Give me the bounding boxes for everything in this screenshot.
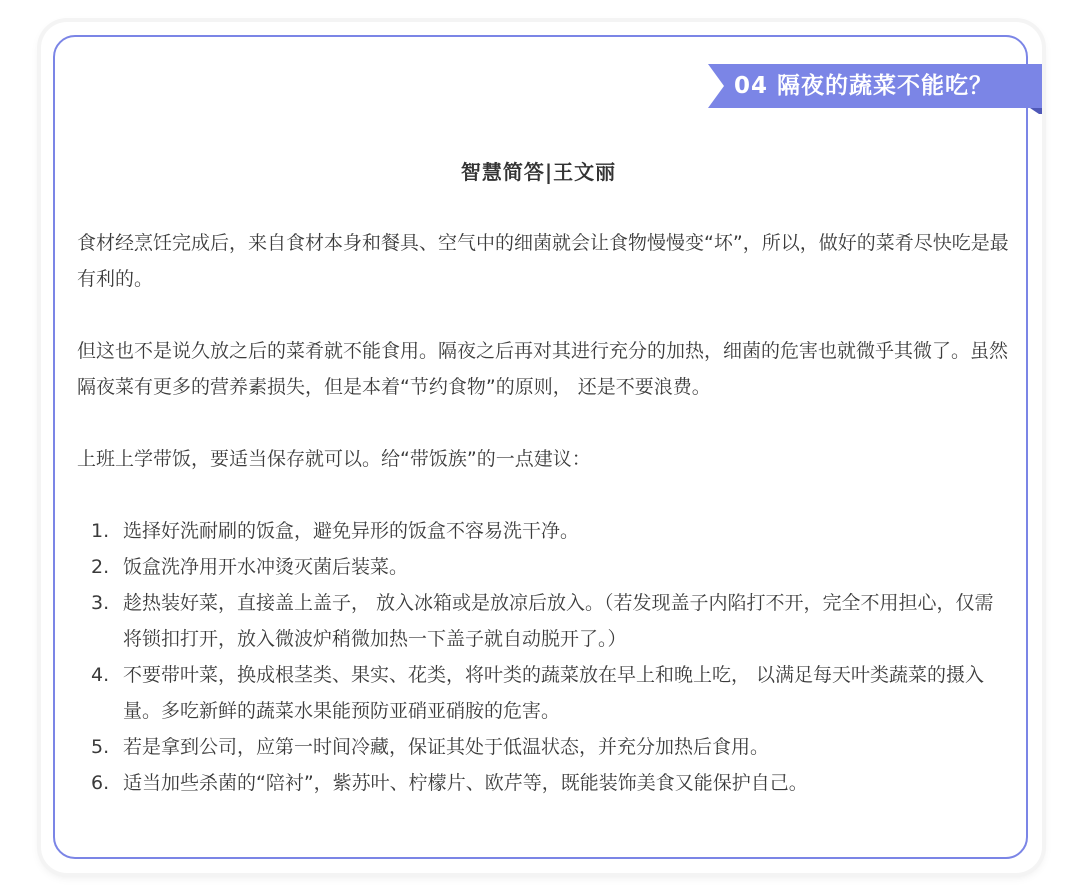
section-heading: 04 隔夜的蔬菜不能吃？ [734, 73, 994, 99]
list-number: 6. [91, 772, 110, 794]
list-number: 5. [91, 736, 110, 758]
list-number: 1. [91, 520, 110, 542]
list-item-text: 不要带叶菜，换成根茎类、果实、花类，将叶类的蔬菜放在早上和晚上吃， 以满足每天叶类蔬菜的摄入量。多吃新鲜的蔬菜水果能预防亚硝亚硝胺的危害。 [123, 664, 985, 722]
paragraph-gap [77, 297, 1009, 333]
list-item [77, 729, 1009, 765]
section-ribbon [708, 64, 1042, 114]
list-item [77, 657, 1009, 729]
tips-list [77, 513, 1009, 801]
list-number: 3. [91, 592, 110, 614]
paragraph-gap [77, 405, 1009, 441]
list-item-text: 趁热装好菜，直接盖上盖子， 放入冰箱或是放凉后放入。（若发现盖子内陷打不开，完全不用担心，仅需将锁扣打开，放入微波炉稍微加热一下盖子就自动脱开了。） [123, 592, 994, 650]
paragraph: 上班上学带饭，要适当保存就可以。给“带饭族”的一点建议： [77, 448, 591, 470]
list-item-text: 适当加些杀菌的“陪衬”，紫苏叶、柠檬片、欧芹等，既能装饰美食又能保护自己。 [123, 772, 808, 794]
list-item [77, 513, 1009, 549]
list-number: 2. [91, 556, 110, 578]
list-item [77, 765, 1009, 801]
article-body [77, 225, 1009, 801]
list-item [77, 549, 1009, 585]
article-byline: 智慧简答|王文丽 [460, 160, 617, 184]
paragraph: 但这也不是说久放之后的菜肴就不能食用。隔夜之后再对其进行充分的加热，细菌的危害也就微乎其微了。虽然隔夜菜有更多的营养素损失，但是本着“节约食物”的原则， 还是不要浪费。 [77, 340, 1009, 398]
list-item-text: 选择好洗耐刷的饭盒，避免异形的饭盒不容易洗干净。 [123, 520, 580, 542]
paragraph: 食材经烹饪完成后，来自食材本身和餐具、空气中的细菌就会让食物慢慢变“坏”，所以，做好的菜肴尽快吃是最有利的。 [77, 232, 1009, 290]
list-item [77, 585, 1009, 657]
paragraph-gap [77, 477, 1009, 513]
list-number: 4. [91, 664, 110, 686]
list-item-text: 饭盒洗净用开水冲烫灭菌后装菜。 [123, 556, 409, 578]
list-item-text: 若是拿到公司，应第一时间冷藏，保证其处于低温状态，并充分加热后食用。 [123, 736, 770, 758]
